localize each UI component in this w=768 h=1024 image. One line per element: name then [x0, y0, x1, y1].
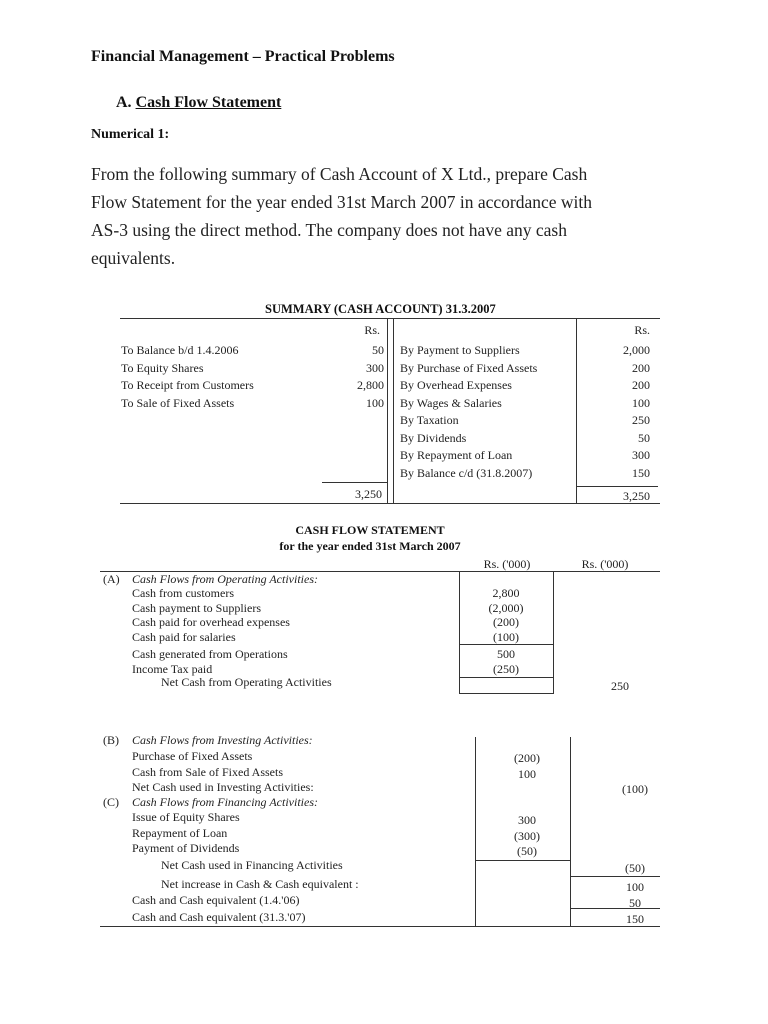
section-c-labels	[132, 810, 240, 857]
debit-amount: 100	[366, 395, 384, 410]
cfs-col-rule	[553, 572, 554, 694]
cfs-col-rule	[475, 737, 476, 927]
section-b-marker: (B)	[103, 733, 119, 747]
debit-label: To Receipt from Customers	[121, 378, 254, 392]
credit-amount: 200	[632, 360, 650, 375]
section-c-net-amount: (50)	[625, 861, 645, 875]
cfs-col-rule	[570, 737, 571, 927]
credit-amount: 100	[632, 395, 650, 410]
cfs-row-amount: (200)	[514, 751, 540, 765]
cfs-row-amount: (2,000)	[488, 600, 524, 615]
summary-currency-right: Rs.	[634, 323, 650, 337]
cfs-row-label: Cash paid for salaries	[132, 629, 236, 644]
credit-amount: 300	[632, 448, 650, 462]
numerical-label: Numerical 1:	[91, 127, 170, 142]
section-a-amounts	[462, 586, 550, 676]
credit-amount: 2,000	[623, 343, 650, 357]
closing-cash-amount: 150	[626, 912, 644, 926]
net-increase-label: Net increase in Cash & Cash equivalent :	[161, 877, 359, 891]
closing-cash-label: Cash and Cash equivalent (31.3.'07)	[132, 910, 306, 924]
summary-total-right: 3,250	[623, 489, 650, 503]
cfs-col1-header: Rs. ('000)	[483, 557, 531, 571]
cfs-row-amount: 100	[518, 766, 536, 781]
section-a-net-label: Net Cash from Operating Activities	[161, 675, 332, 689]
cfs-row-amount: (200)	[493, 615, 519, 629]
summary-total-left: 3,250	[355, 487, 382, 501]
opening-cash-amount: 50	[629, 896, 641, 910]
cfs-row-amount: 2,800	[492, 586, 520, 600]
cfs-row-amount: (250)	[493, 661, 519, 676]
debit-amount: 50	[372, 343, 384, 357]
section-title: Cash Flow Statement	[135, 94, 282, 111]
problem-line: equivalents.	[91, 248, 176, 268]
cfs-subtotal-rule	[475, 860, 570, 861]
problem-statement	[91, 160, 691, 272]
cfs-bottom-rule	[100, 926, 660, 927]
totals-amounts	[590, 879, 680, 927]
cfs-row-amount: (300)	[514, 828, 540, 843]
debit-label: To Equity Shares	[121, 360, 204, 375]
cfs-row-label: Repayment of Loan	[132, 825, 228, 840]
problem-line: Flow Statement for the year ended 31st March 2007 in accordance with	[91, 192, 593, 212]
cfs-row-label: Cash generated from Operations	[132, 647, 288, 661]
section-a-net-amount: 250	[611, 679, 629, 693]
cfs-row-amount: 500	[497, 647, 515, 661]
section-b-amounts	[487, 751, 567, 782]
cfs-row-label: Payment of Dividends	[132, 841, 240, 855]
summary-debit-amounts	[330, 342, 384, 412]
debit-label: To Sale of Fixed Assets	[121, 395, 235, 410]
credit-label: By Balance c/d (31.8.2007)	[400, 465, 533, 480]
credit-label: By Overhead Expenses	[400, 378, 512, 392]
problem-line: AS-3 using the direct method. The company does not have any cash	[91, 220, 567, 240]
cfs-col-rule	[459, 572, 460, 694]
debit-label: To Balance b/d 1.4.2006	[121, 343, 239, 357]
section-letter: A.	[116, 94, 132, 111]
section-heading	[116, 94, 281, 112]
credit-amount: 250	[632, 413, 650, 427]
summary-credit-amounts	[600, 342, 650, 482]
cfs-subtitle: for the year ended 31st March 2007	[279, 539, 461, 553]
cfs-row-amount: (100)	[493, 629, 519, 644]
summary-total-rule	[322, 482, 388, 483]
cfs-row-amount: (50)	[517, 844, 537, 858]
cfs-row-label: Purchase of Fixed Assets	[132, 749, 253, 763]
credit-label: By Taxation	[400, 413, 459, 427]
section-b-net-amount: (100)	[622, 782, 648, 796]
cfs-row-label: Income Tax paid	[132, 661, 213, 676]
section-c-marker: (C)	[103, 795, 119, 809]
credit-label: By Repayment of Loan	[400, 448, 513, 462]
summary-top-rule	[120, 318, 660, 319]
debit-amount: 2,800	[357, 378, 384, 392]
credit-label: By Dividends	[400, 430, 467, 445]
opening-cash-label: Cash and Cash equivalent (1.4.'06)	[132, 893, 300, 907]
section-a-labels	[132, 586, 290, 676]
section-c-net-label: Net Cash used in Financing Activities	[161, 858, 343, 872]
credit-amount: 50	[638, 430, 650, 445]
credit-label: By Payment to Suppliers	[400, 343, 520, 357]
summary-col-rule	[393, 318, 394, 503]
cfs-row-label: Issue of Equity Shares	[132, 810, 240, 824]
cfs-col2-header: Rs. ('000)	[581, 557, 629, 571]
cfs-title: CASH FLOW STATEMENT	[295, 523, 445, 537]
section-b-heading: Cash Flows from Investing Activities:	[132, 733, 313, 747]
cfs-row-label: Cash from Sale of Fixed Assets	[132, 764, 283, 779]
cfs-row-label: Cash paid for overhead expenses	[132, 615, 290, 629]
credit-amount: 150	[632, 465, 650, 480]
section-a-marker: (A)	[103, 572, 120, 586]
summary-col-rule	[387, 318, 388, 503]
credit-amount: 200	[632, 378, 650, 392]
section-a-heading: Cash Flows from Operating Activities:	[132, 572, 318, 586]
cfs-subtotal-rule	[459, 693, 553, 694]
credit-label: By Wages & Salaries	[400, 395, 502, 410]
summary-col-rule	[576, 318, 577, 503]
summary-total-rule	[576, 486, 658, 487]
cfs-subtotal-rule	[459, 677, 553, 678]
summary-bottom-rule	[120, 503, 660, 504]
summary-credit-list	[400, 342, 537, 482]
debit-amount: 300	[366, 360, 384, 375]
cfs-row-amount: 300	[518, 813, 536, 827]
summary-debit-list	[121, 342, 254, 412]
section-c-heading: Cash Flows from Financing Activities:	[132, 795, 318, 809]
cfs-subtotal-rule	[570, 876, 660, 877]
section-b-labels	[132, 749, 314, 796]
summary-title: SUMMARY (CASH ACCOUNT) 31.3.2007	[265, 302, 496, 316]
cfs-row-label: Cash payment to Suppliers	[132, 600, 261, 615]
document-header: Financial Management – Practical Problems	[91, 48, 395, 65]
summary-currency-left: Rs.	[364, 323, 380, 337]
credit-label: By Purchase of Fixed Assets	[400, 360, 538, 375]
section-b-net-label: Net Cash used in Investing Activities:	[132, 780, 314, 794]
problem-line: From the following summary of Cash Account of X Ltd., prepare Cash	[91, 164, 588, 184]
cfs-row-label: Cash from customers	[132, 586, 234, 600]
net-increase-amount: 100	[626, 880, 644, 894]
section-c-amounts	[487, 813, 567, 860]
